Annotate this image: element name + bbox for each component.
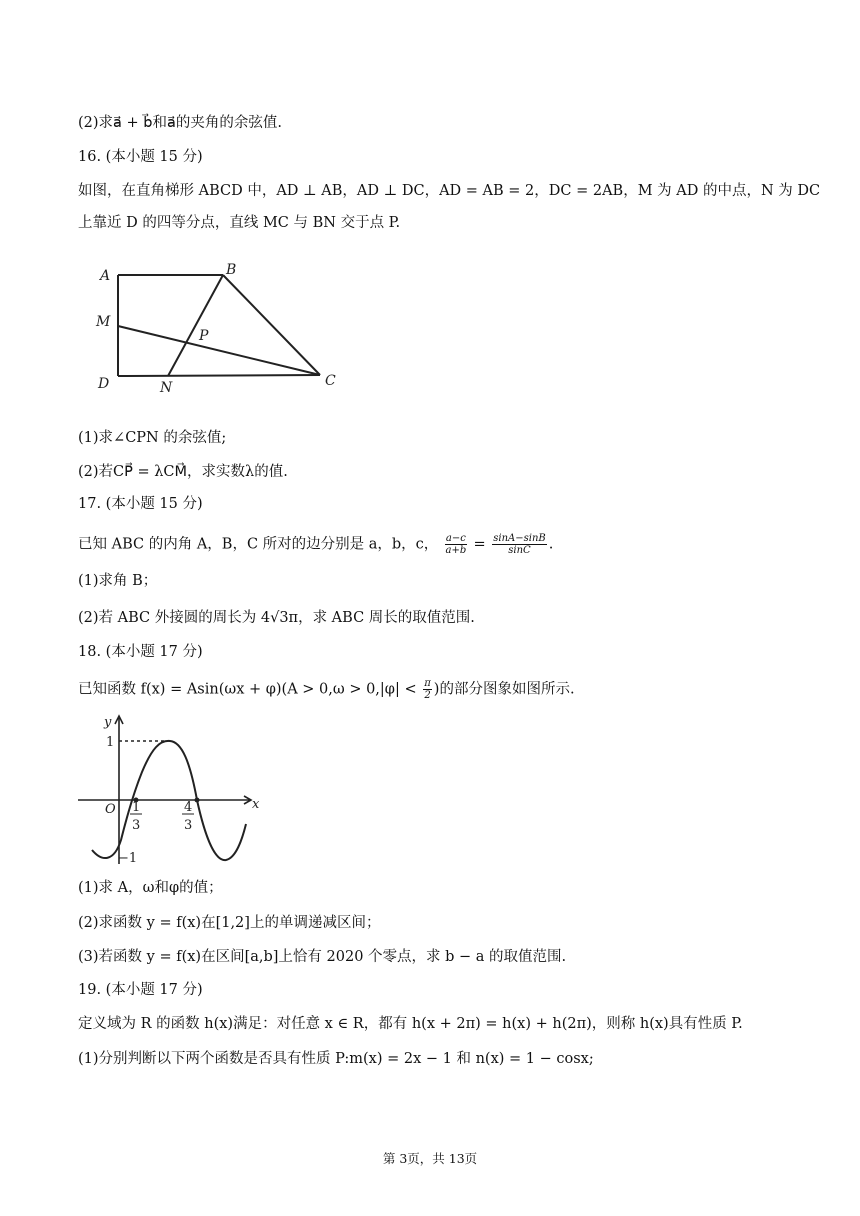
q19-text: 定义域为 R 的函数 h(x)满足：对任意 x ∈ R，都有 h(x + 2π) = h(x) + h(2π)，则称 h(x)具有性质 P. xyxy=(78,1016,743,1032)
graph-tick2-num: 4 xyxy=(184,800,193,815)
q19-header: 19. (本小题 17 分) xyxy=(78,982,203,998)
graph-tick2-den: 3 xyxy=(184,818,193,833)
graph-one-label: 1 xyxy=(106,735,115,750)
label-D: D xyxy=(98,376,110,392)
q16-text-line2: 上靠近 D 的四等分点，直线 MC 与 BN 交于点 P. xyxy=(78,215,401,231)
q17-text-lead: 已知 ABC 的内角 A，B，C 所对的边分别是 a，b，c， xyxy=(78,536,439,553)
graph-tick1-num: 1 xyxy=(132,800,141,815)
q17-frac2-den: sinC xyxy=(508,545,531,556)
q15-part2: (2)求a⃗ + b⃗和a⃗的夹角的余弦值. xyxy=(78,115,282,131)
q18-part1: (1)求 A，ω和φ的值； xyxy=(78,880,223,896)
q17-fraction-left xyxy=(445,533,467,556)
label-N: N xyxy=(160,380,173,396)
q17-fraction-right xyxy=(492,533,547,556)
label-A: A xyxy=(100,268,111,284)
graph-y-label: y xyxy=(104,715,112,730)
trapezoid-figure xyxy=(92,258,352,398)
q17-frac1-num: a−c xyxy=(445,533,466,544)
q18-text xyxy=(78,678,575,701)
q18-header: 18. (本小题 17 分) xyxy=(78,644,203,660)
label-M: M xyxy=(96,314,111,330)
label-P: P xyxy=(199,328,209,344)
q16-part2: (2)若CP⃗ = λCM⃗，求实数λ的值. xyxy=(78,464,288,480)
label-B: B xyxy=(226,262,237,278)
q17-text xyxy=(78,533,553,556)
graph-neg-one-label: −1 xyxy=(118,851,138,866)
page-footer: 第 3页，共 13页 xyxy=(382,1151,478,1166)
q18-frac-num: π xyxy=(424,678,431,689)
q19-part1: (1)分别判断以下两个函数是否具有性质 P:m(x) = 2x − 1 和 n(x) = 1 − cosx; xyxy=(78,1051,594,1067)
q17-frac1-den: a+b xyxy=(445,545,467,556)
q17-frac2-num: sinA−sinB xyxy=(493,533,546,544)
q17-period: . xyxy=(548,536,554,553)
q18-part3: (3)若函数 y = f(x)在区间[a,b]上恰有 2020 个零点，求 b − a 的取值范围. xyxy=(78,949,567,965)
sine-graph-figure xyxy=(74,712,264,870)
q18-frac-den: 2 xyxy=(424,690,431,701)
graph-x-label: x xyxy=(252,797,260,812)
q17-part2: (2)若 ABC 外接圆的周长为 4√3π，求 ABC 周长的取值范围. xyxy=(78,610,475,626)
q18-text-lead: 已知函数 f(x) = Asin(ωx + φ)(A > 0,ω > 0,|φ| < xyxy=(78,681,417,698)
graph-tick1-den: 3 xyxy=(132,818,141,833)
q18-fraction xyxy=(423,678,432,701)
q18-part2: (2)求函数 y = f(x)在[1,2]上的单调递减区间； xyxy=(78,915,381,931)
q17-header: 17. (本小题 15 分) xyxy=(78,496,203,512)
q18-text-tail: )的部分图象如图所示. xyxy=(433,681,575,698)
label-C: C xyxy=(325,373,336,389)
q16-header: 16. (本小题 15 分) xyxy=(78,149,203,165)
q16-text-line1: 如图，在直角梯形 ABCD 中，AD ⊥ AB，AD ⊥ DC，AD = AB = 2，DC = 2AB，M 为 AD 的中点，N 为 DC xyxy=(78,183,821,199)
q16-part1: (1)求∠CPN 的余弦值; xyxy=(78,430,227,446)
q17-equals: = xyxy=(473,536,486,553)
q17-part1: (1)求角 B； xyxy=(78,573,158,589)
graph-origin-label: O xyxy=(105,802,116,817)
